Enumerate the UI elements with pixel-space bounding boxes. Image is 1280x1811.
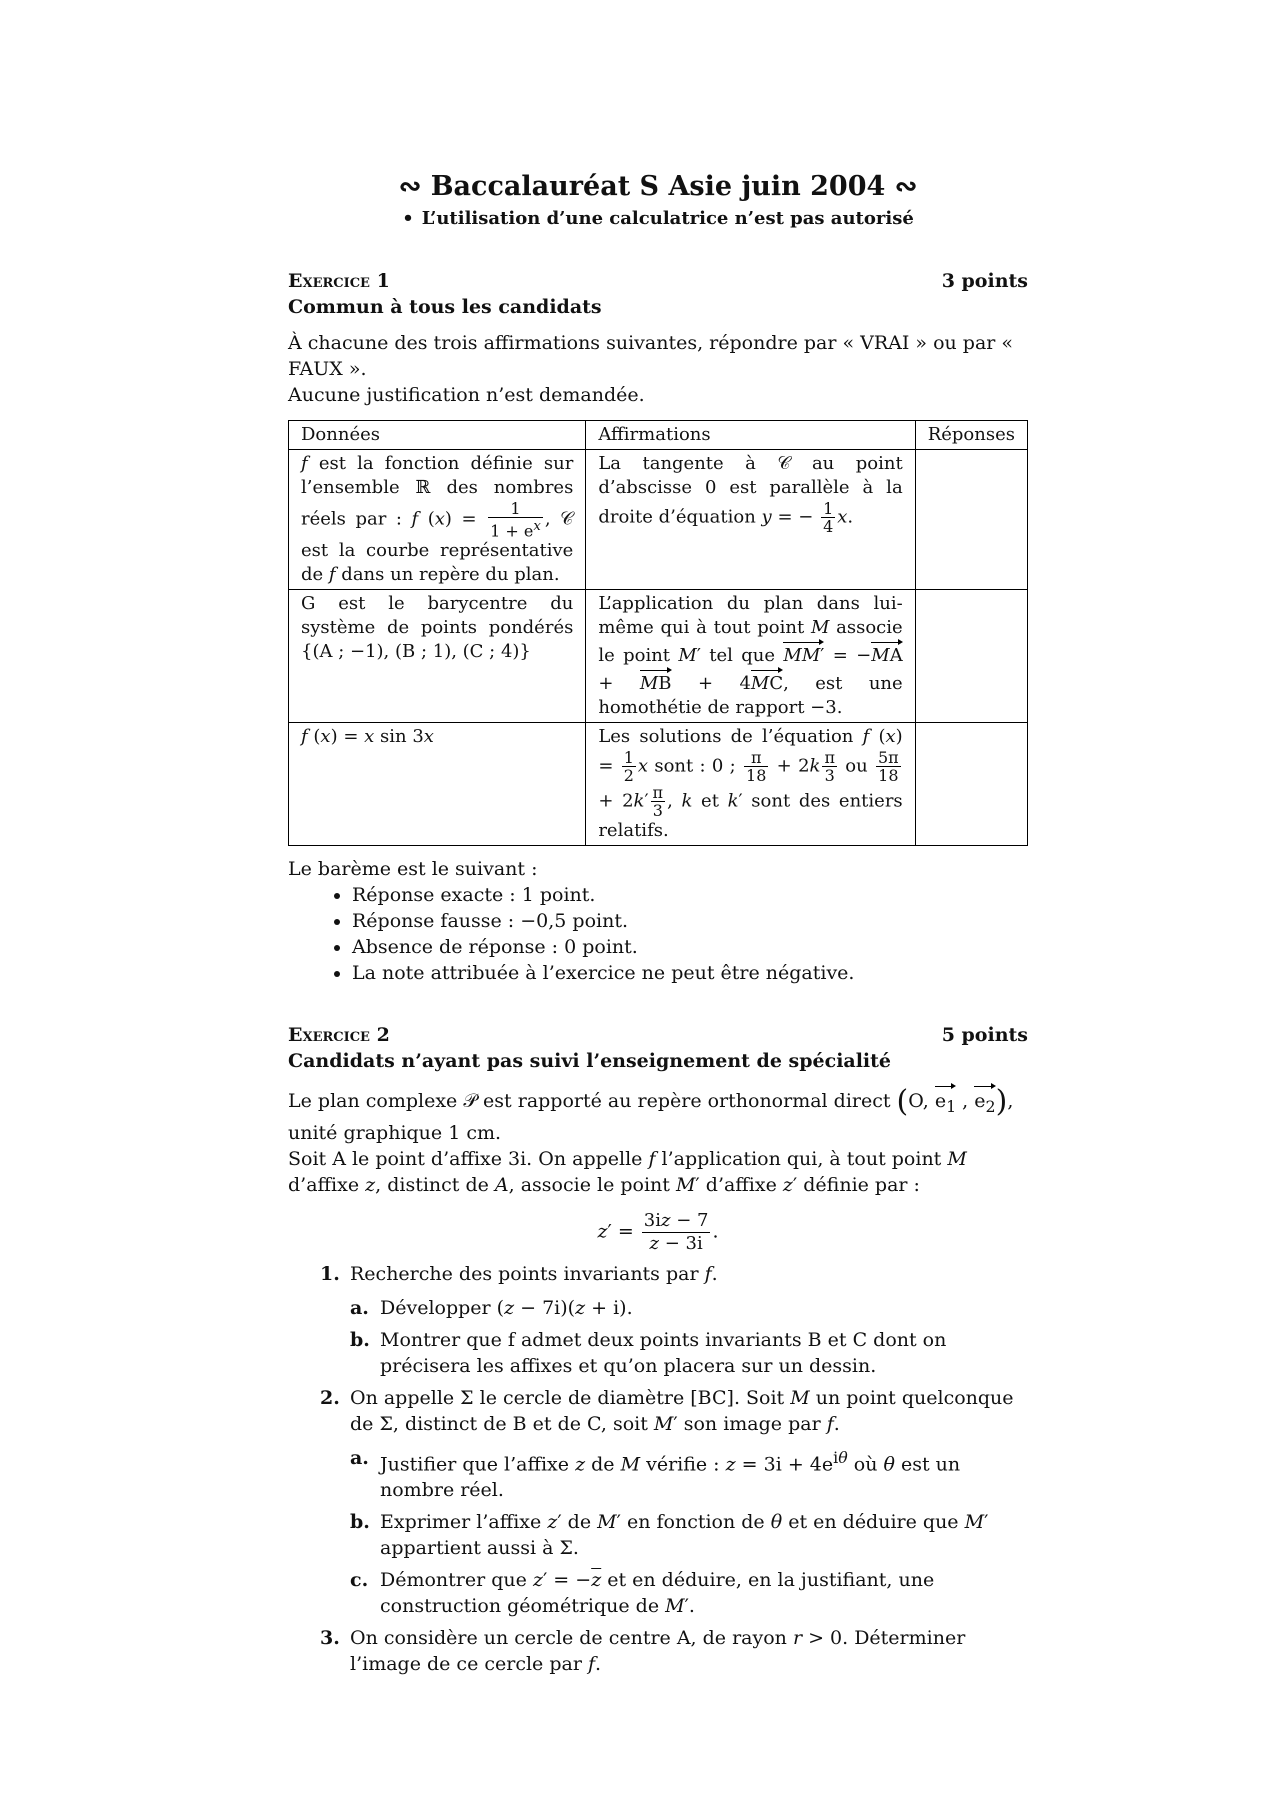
question-list: [288, 1261, 1028, 1677]
column-header: Réponses: [915, 421, 1027, 450]
exercise-2-header: [288, 1022, 1028, 1048]
question-1: 1. Recherche des points invariants par f. a. Développer (z − 7i)(z + i). b. Montrer que f admet deux points invariants B et C dont on précisera les affixes et qu’on placera sur un dessin.: [288, 1261, 1028, 1379]
question-1b: b. Montrer que f admet deux points invariants B et C dont on précisera les affixes et qu’on placera sur un dessin.: [350, 1329, 947, 1378]
document-title: ∾ Baccalauréat S Asie juin 2004 ∾: [398, 171, 918, 202]
exercise-1-title: Exercice 1: [288, 270, 390, 292]
exercise-2-title: Exercice 2: [288, 1024, 390, 1047]
document-subtitle: • L’utilisation d’une calculatrice n’est pas autorisé: [402, 208, 914, 229]
table-header-row: [289, 421, 1028, 450]
bareme-title: Le barème est le suivant :: [288, 858, 538, 881]
question-1a: a. Développer (z − 7i)(z + i).: [350, 1297, 633, 1320]
exercise-2-subtitle: Candidats n’ayant pas suivi l’enseignement de spécialité: [288, 1050, 892, 1073]
table-cell-affirmation: L’application du plan dans lui-même qui à tout point M associe le point M′ tel que MM′ = −MA + MB + 4MC, est une homothétie de rapport −3.: [586, 590, 915, 723]
table-cell-affirmation: La tangente à 𝒞 au point d’abscisse 0 est parallèle à la droite d’équation y = − $\frac{1}{4}$ x.: [586, 450, 915, 590]
bareme-list: [288, 882, 1028, 986]
table-cell-data: f est la fonction définie sur l’ensemble ℝ des nombres réels par : f (x) = $\frac{1}{1 + e^x}$ , 𝒞 est la courbe représentative de f dans un repère du plan.: [289, 450, 586, 590]
table-row: [289, 590, 1028, 723]
exercise-2-intro: Le plan complexe 𝒫 est rapporté au repère orthonormal direct (O, $e_1$ , $e_2$), unité graphique 1 cm.: [288, 1084, 1014, 1145]
exercise-2-definition: Soit A le point d’affixe 3i. On appelle f l’application qui, à tout point M d’affixe z, distinct de A, associe le point M′ d’affixe z′ définie par :: [288, 1148, 967, 1197]
list-item: • Réponse fausse : −0,5 point.: [352, 908, 1028, 934]
document-page: [288, 170, 1028, 1677]
affirmations-table: [288, 420, 1028, 846]
question-2b: b. Exprimer l’affixe z′ de M′ en fonction de θ et en déduire que M′ appartient aussi à Σ.: [350, 1511, 989, 1560]
exercise-1-intro: À chacune des trois affirmations suivantes, répondre par « VRAI » ou par « FAUX ».: [288, 332, 1014, 380]
table-row: [289, 723, 1028, 846]
question-3: 3. On considère un cercle de centre A, de rayon r > 0. Déterminer l’image de ce cercle par f.: [320, 1627, 966, 1676]
exercise-1-header: [288, 268, 1028, 294]
table-cell-answer[interactable]: [915, 590, 1027, 723]
table-cell-answer[interactable]: [915, 723, 1027, 846]
exercise-1-subtitle: Commun à tous les candidats: [288, 296, 602, 318]
column-header: Données: [289, 421, 586, 450]
table-cell-answer[interactable]: [915, 450, 1027, 590]
list-item: • Réponse exacte : 1 point.: [352, 882, 1028, 908]
question-2: 2. On appelle Σ le cercle de diamètre [BC]. Soit M un point quelconque de Σ, distinct de B et de C, soit M′ son image par f. a. Justifier que l’affixe z de M vérifie : $z = 3i + 4e^{i\theta}$ où θ est un nombre réel. b. Exprimer l’affixe z′ de M′ en fonction de θ et en déduire que M′ appartient aussi à Σ. c. Démontrer que $z' = -\overline{z}$ et en déduire, en la justifiant, une construction géométrique de M′.: [288, 1385, 1028, 1619]
question-2a: a. Justifier que l’affixe z de M vérifie : $z = 3i + 4e^{i\theta}$ où θ est un nombre réel.: [350, 1447, 961, 1502]
ornament-right-icon: ∾: [894, 171, 918, 202]
bullet-icon: •: [402, 208, 414, 229]
table-cell-affirmation: Les solutions de l’équation f (x) = $\frac{1}{2}$ x sont : 0 ; $\frac{\pi}{18}$ + 2k $\frac{\pi}{3}$ ou $\frac{5\pi}{18}$ + 2k′ $\frac{\pi}{3}$ , k et k′ sont des entiers relatifs.: [586, 723, 915, 846]
formula-display: z′ = $\frac{3iz - 7}{z - 3i}$ .: [597, 1210, 719, 1255]
exercise-2-points: 5 points: [941, 1024, 1028, 1047]
question-2c: c. Démontrer que $z' = -\overline{z}$ et en déduire, en la justifiant, une construction géométrique de M′.: [350, 1569, 935, 1618]
column-header: Affirmations: [586, 421, 915, 450]
table-cell-data: f (x) = x sin 3x: [289, 723, 586, 846]
ornament-left-icon: ∾: [398, 171, 422, 202]
table-row: [289, 450, 1028, 590]
exercise-1-points: 3 points: [941, 270, 1028, 292]
list-item: • La note attribuée à l’exercice ne peut être négative.: [352, 960, 1028, 986]
table-cell-data: G est le barycentre du système de points pondérés {(A ; −1), (B ; 1), (C ; 4)}: [289, 590, 586, 723]
exercise-1-intro-2: Aucune justification n’est demandée.: [288, 384, 645, 406]
list-item: • Absence de réponse : 0 point.: [352, 934, 1028, 960]
